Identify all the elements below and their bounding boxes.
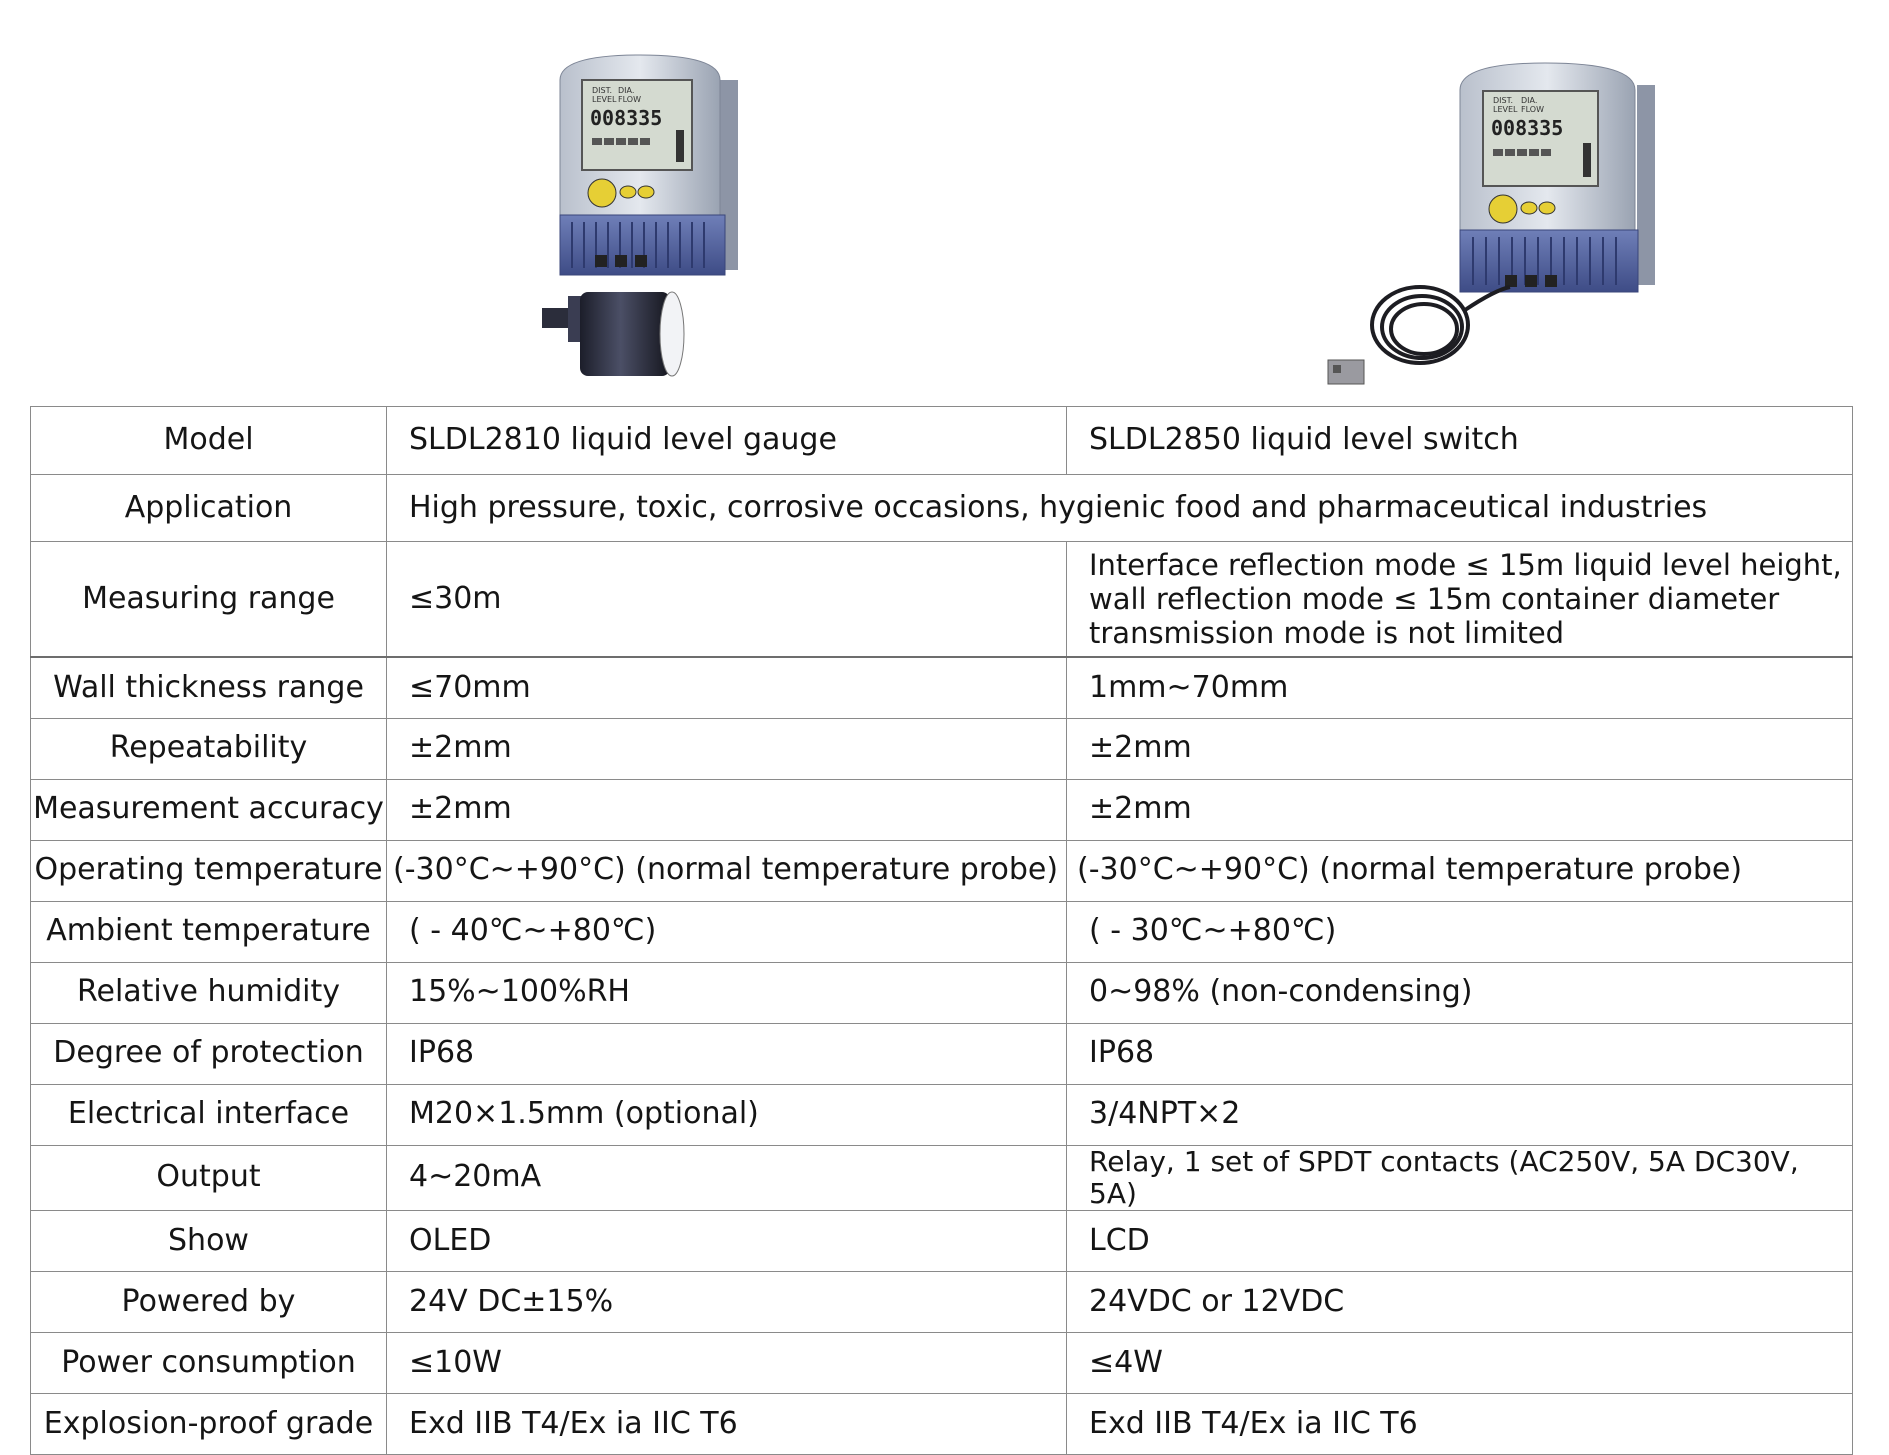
table-row-ambient-temperature [31, 901, 1853, 962]
switch-value: Exd IIB T4/Ex ia IIC T6 [1067, 1393, 1853, 1454]
switch-value: ≤4W [1067, 1332, 1853, 1393]
measuring-range-line: Interface reflection mode ≤ 15m liquid level height, [1089, 548, 1842, 582]
switch-value: SLDL2850 liquid level switch [1067, 407, 1853, 475]
table-row-electrical-interface [31, 1084, 1853, 1145]
switch-value: Relay, 1 set of SPDT contacts (AC250V, 5A DC30V, 5A) [1067, 1145, 1853, 1210]
gauge-value: 15%~100%RH [387, 962, 1067, 1023]
row-label: Ambient temperature [31, 901, 387, 962]
gauge-value: 24V DC±15% [387, 1271, 1067, 1332]
gauge-value: ( - 40℃~+80℃) [387, 901, 1067, 962]
switch-value [1067, 542, 1853, 658]
gauge-value: ±2mm [387, 779, 1067, 840]
display-label-dia: DIA. [618, 86, 635, 95]
level-switch-product-image [1325, 55, 1675, 400]
display-label-dia: DIA. [1521, 96, 1538, 105]
row-label: Measuring range [31, 542, 387, 658]
display-label-level: LEVEL [1493, 105, 1518, 114]
row-label: Measurement accuracy [31, 779, 387, 840]
row-label: Output [31, 1145, 387, 1210]
switch-value: ±2mm [1067, 779, 1853, 840]
table-row-degree-of-protection [31, 1023, 1853, 1084]
table-row-operating-temperature [31, 840, 1853, 901]
switch-value: (-30°C~+90°C) (normal temperature probe) [1067, 840, 1853, 901]
cable-sensor-icon [1372, 287, 1510, 363]
gauge-value: ≤10W [387, 1332, 1067, 1393]
gauge-value: ±2mm [387, 718, 1067, 779]
gauge-value: ≤70mm [387, 657, 1067, 718]
measuring-range-line: transmission mode is not limited [1089, 616, 1565, 650]
table-row-model [31, 407, 1853, 475]
row-label: Explosion-proof grade [31, 1393, 387, 1454]
display-reading: 008335 [1491, 116, 1564, 140]
table-row-measurement-accuracy [31, 779, 1853, 840]
display-label-flow: FLOW [618, 95, 641, 104]
display-label-dist: DIST. [592, 86, 613, 95]
switch-value: ( - 30℃~+80℃) [1067, 901, 1853, 962]
row-label: Electrical interface [31, 1084, 387, 1145]
row-label: Relative humidity [31, 962, 387, 1023]
navigation-keypad-icon [588, 179, 616, 207]
switch-value: 0~98% (non-condensing) [1067, 962, 1853, 1023]
row-label: Application [31, 475, 387, 542]
table-row-relative-humidity [31, 962, 1853, 1023]
switch-value: 1mm~70mm [1067, 657, 1853, 718]
application-value: High pressure, toxic, corrosive occasions, hygienic food and pharmaceutical industries [387, 475, 1853, 542]
row-label: Model [31, 407, 387, 475]
gauge-value: 4~20mA [387, 1145, 1067, 1210]
table-row-powered-by [31, 1271, 1853, 1332]
gauge-value: ≤30m [387, 542, 1067, 658]
table-row-power-consumption [31, 1332, 1853, 1393]
row-label: Show [31, 1210, 387, 1271]
row-label: Powered by [31, 1271, 387, 1332]
switch-value: LCD [1067, 1210, 1853, 1271]
table-row-repeatability [31, 718, 1853, 779]
switch-value: ±2mm [1067, 718, 1853, 779]
row-label: Operating temperature [31, 840, 387, 901]
gauge-value: SLDL2810 liquid level gauge [387, 407, 1067, 475]
table-row-output [31, 1145, 1853, 1210]
display-label-level: LEVEL [592, 95, 617, 104]
display-label-flow: FLOW [1521, 105, 1544, 114]
row-label: Repeatability [31, 718, 387, 779]
specification-table [30, 406, 1853, 1455]
gauge-value: M20×1.5mm (optional) [387, 1084, 1067, 1145]
gauge-value: (-30°C~+90°C) (normal temperature probe) [387, 840, 1067, 901]
measuring-range-line: wall reflection mode ≤ 15m container diameter [1089, 582, 1780, 616]
table-row-measuring-range [31, 542, 1853, 658]
navigation-keypad-icon [1489, 195, 1517, 223]
switch-value: IP68 [1067, 1023, 1853, 1084]
switch-value: 3/4NPT×2 [1067, 1084, 1853, 1145]
gauge-value: OLED [387, 1210, 1067, 1271]
switch-value: 24VDC or 12VDC [1067, 1271, 1853, 1332]
ultrasonic-probe-icon [542, 292, 684, 376]
row-label: Wall thickness range [31, 657, 387, 718]
level-gauge-product-image [540, 50, 750, 400]
row-label: Power consumption [31, 1332, 387, 1393]
display-reading: 008335 [590, 106, 663, 130]
row-label: Degree of protection [31, 1023, 387, 1084]
table-row-show [31, 1210, 1853, 1271]
table-row-explosion-proof-grade [31, 1393, 1853, 1454]
table-row-wall-thickness [31, 657, 1853, 718]
gauge-value: Exd IIB T4/Ex ia IIC T6 [387, 1393, 1067, 1454]
display-label-dist: DIST. [1493, 96, 1514, 105]
table-row-application [31, 475, 1853, 542]
gauge-value: IP68 [387, 1023, 1067, 1084]
